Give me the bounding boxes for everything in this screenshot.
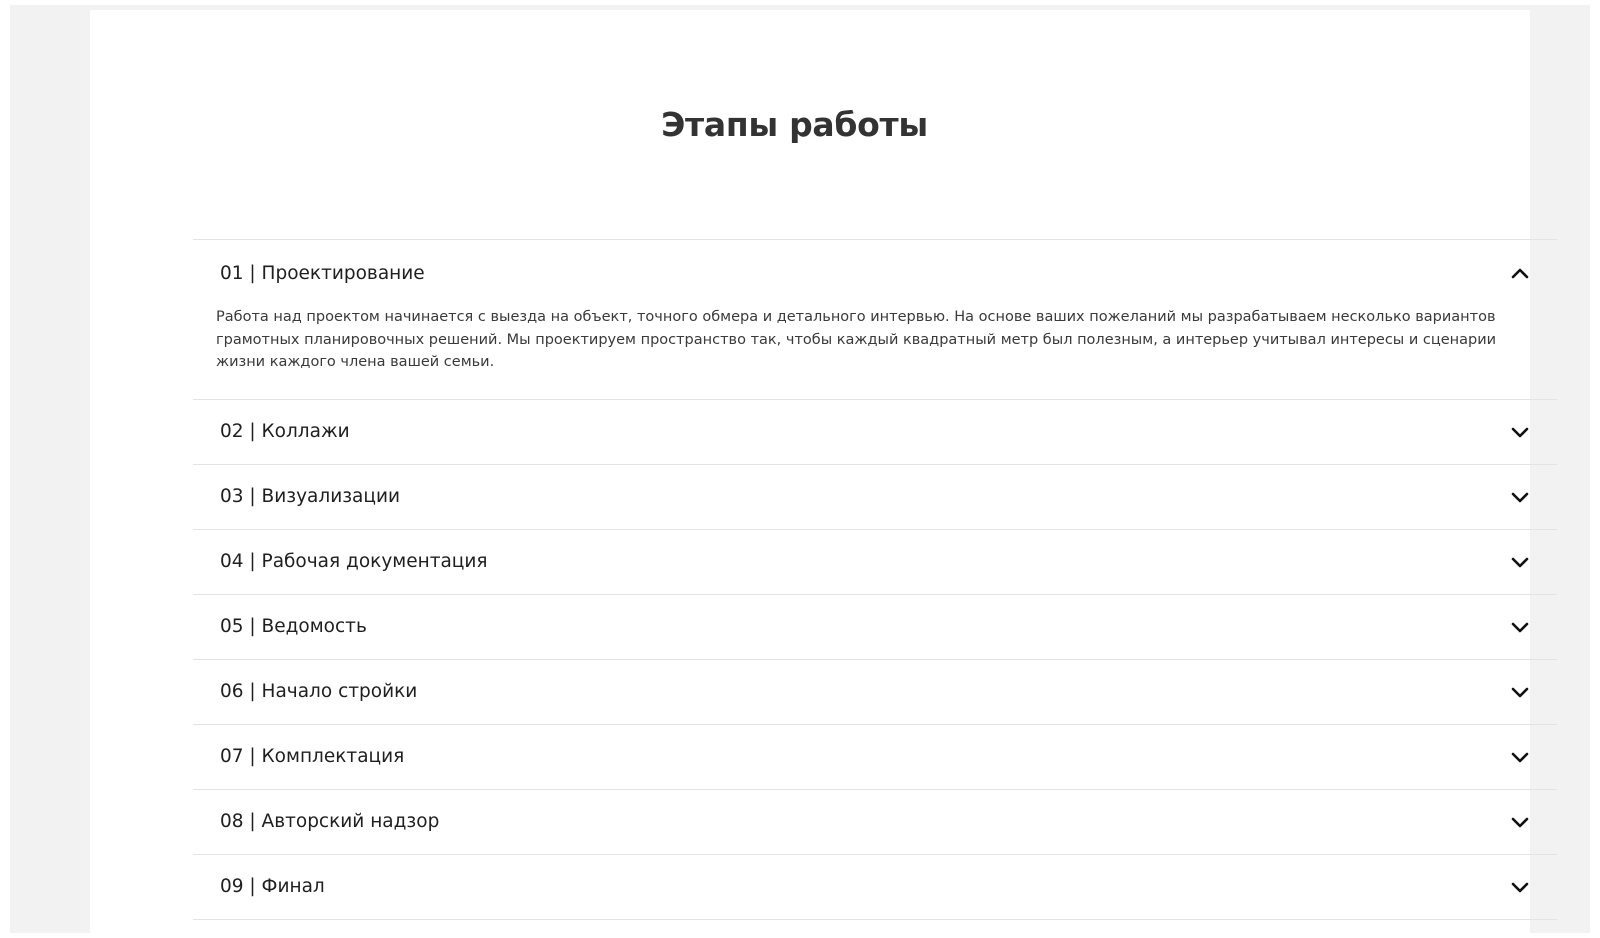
page-background (10, 5, 1590, 933)
accordion-header-06[interactable] (193, 660, 1557, 724)
content-area (90, 10, 1530, 938)
chevron-down-icon[interactable] (1510, 682, 1530, 702)
accordion-title: 08 | Авторский надзор (220, 811, 440, 832)
accordion-title: 04 | Рабочая документация (220, 551, 488, 572)
accordion-header-07[interactable] (193, 725, 1557, 789)
chevron-down-icon[interactable] (1510, 422, 1530, 442)
chevron-down-icon[interactable] (1510, 552, 1530, 572)
accordion-item-04 (193, 530, 1557, 595)
accordion-body-01: Работа над проектом начинается с выезда на объект, точного обмера и детального интервью. На основе ваших пожеланий мы разрабатываем несколько вариантов грамотных планировочных решений. Мы проектируем пространство так, чтобы каждый квадратный метр был полезным, а интерьер учитывал интересы и сценарии жизни каждого члена вашей семьи. (216, 309, 1497, 370)
accordion-item-03 (193, 465, 1557, 530)
chevron-down-icon[interactable] (1510, 487, 1530, 507)
accordion-item-01 (193, 240, 1557, 400)
accordion-header-04[interactable] (193, 530, 1557, 594)
accordion-title: 03 | Визуализации (220, 486, 401, 507)
accordion-title: 06 | Начало стройки (220, 681, 418, 702)
accordion-item-02 (193, 400, 1557, 465)
chevron-down-icon[interactable] (1510, 747, 1530, 767)
accordion-item-07 (193, 725, 1557, 790)
accordion-title: 02 | Коллажи (220, 421, 350, 442)
accordion-title: 09 | Финал (220, 876, 325, 897)
accordion-title: 07 | Комплектация (220, 746, 405, 767)
accordion-title: 05 | Ведомость (220, 616, 367, 637)
stages-accordion (193, 239, 1557, 920)
accordion-item-05 (193, 595, 1557, 660)
accordion-item-08 (193, 790, 1557, 855)
accordion-header-01[interactable] (193, 240, 1557, 306)
accordion-item-09 (193, 855, 1557, 920)
accordion-header-02[interactable] (193, 400, 1557, 464)
chevron-down-icon[interactable] (1510, 812, 1530, 832)
accordion-item-06 (193, 660, 1557, 725)
page-title: Этапы работы (661, 105, 928, 144)
chevron-down-icon[interactable] (1510, 877, 1530, 897)
accordion-header-08[interactable] (193, 790, 1557, 854)
chevron-up-icon[interactable] (1510, 263, 1530, 283)
accordion-header-09[interactable] (193, 855, 1557, 919)
accordion-header-03[interactable] (193, 465, 1557, 529)
chevron-down-icon[interactable] (1510, 617, 1530, 637)
accordion-title: 01 | Проектирование (220, 262, 425, 284)
accordion-header-05[interactable] (193, 595, 1557, 659)
